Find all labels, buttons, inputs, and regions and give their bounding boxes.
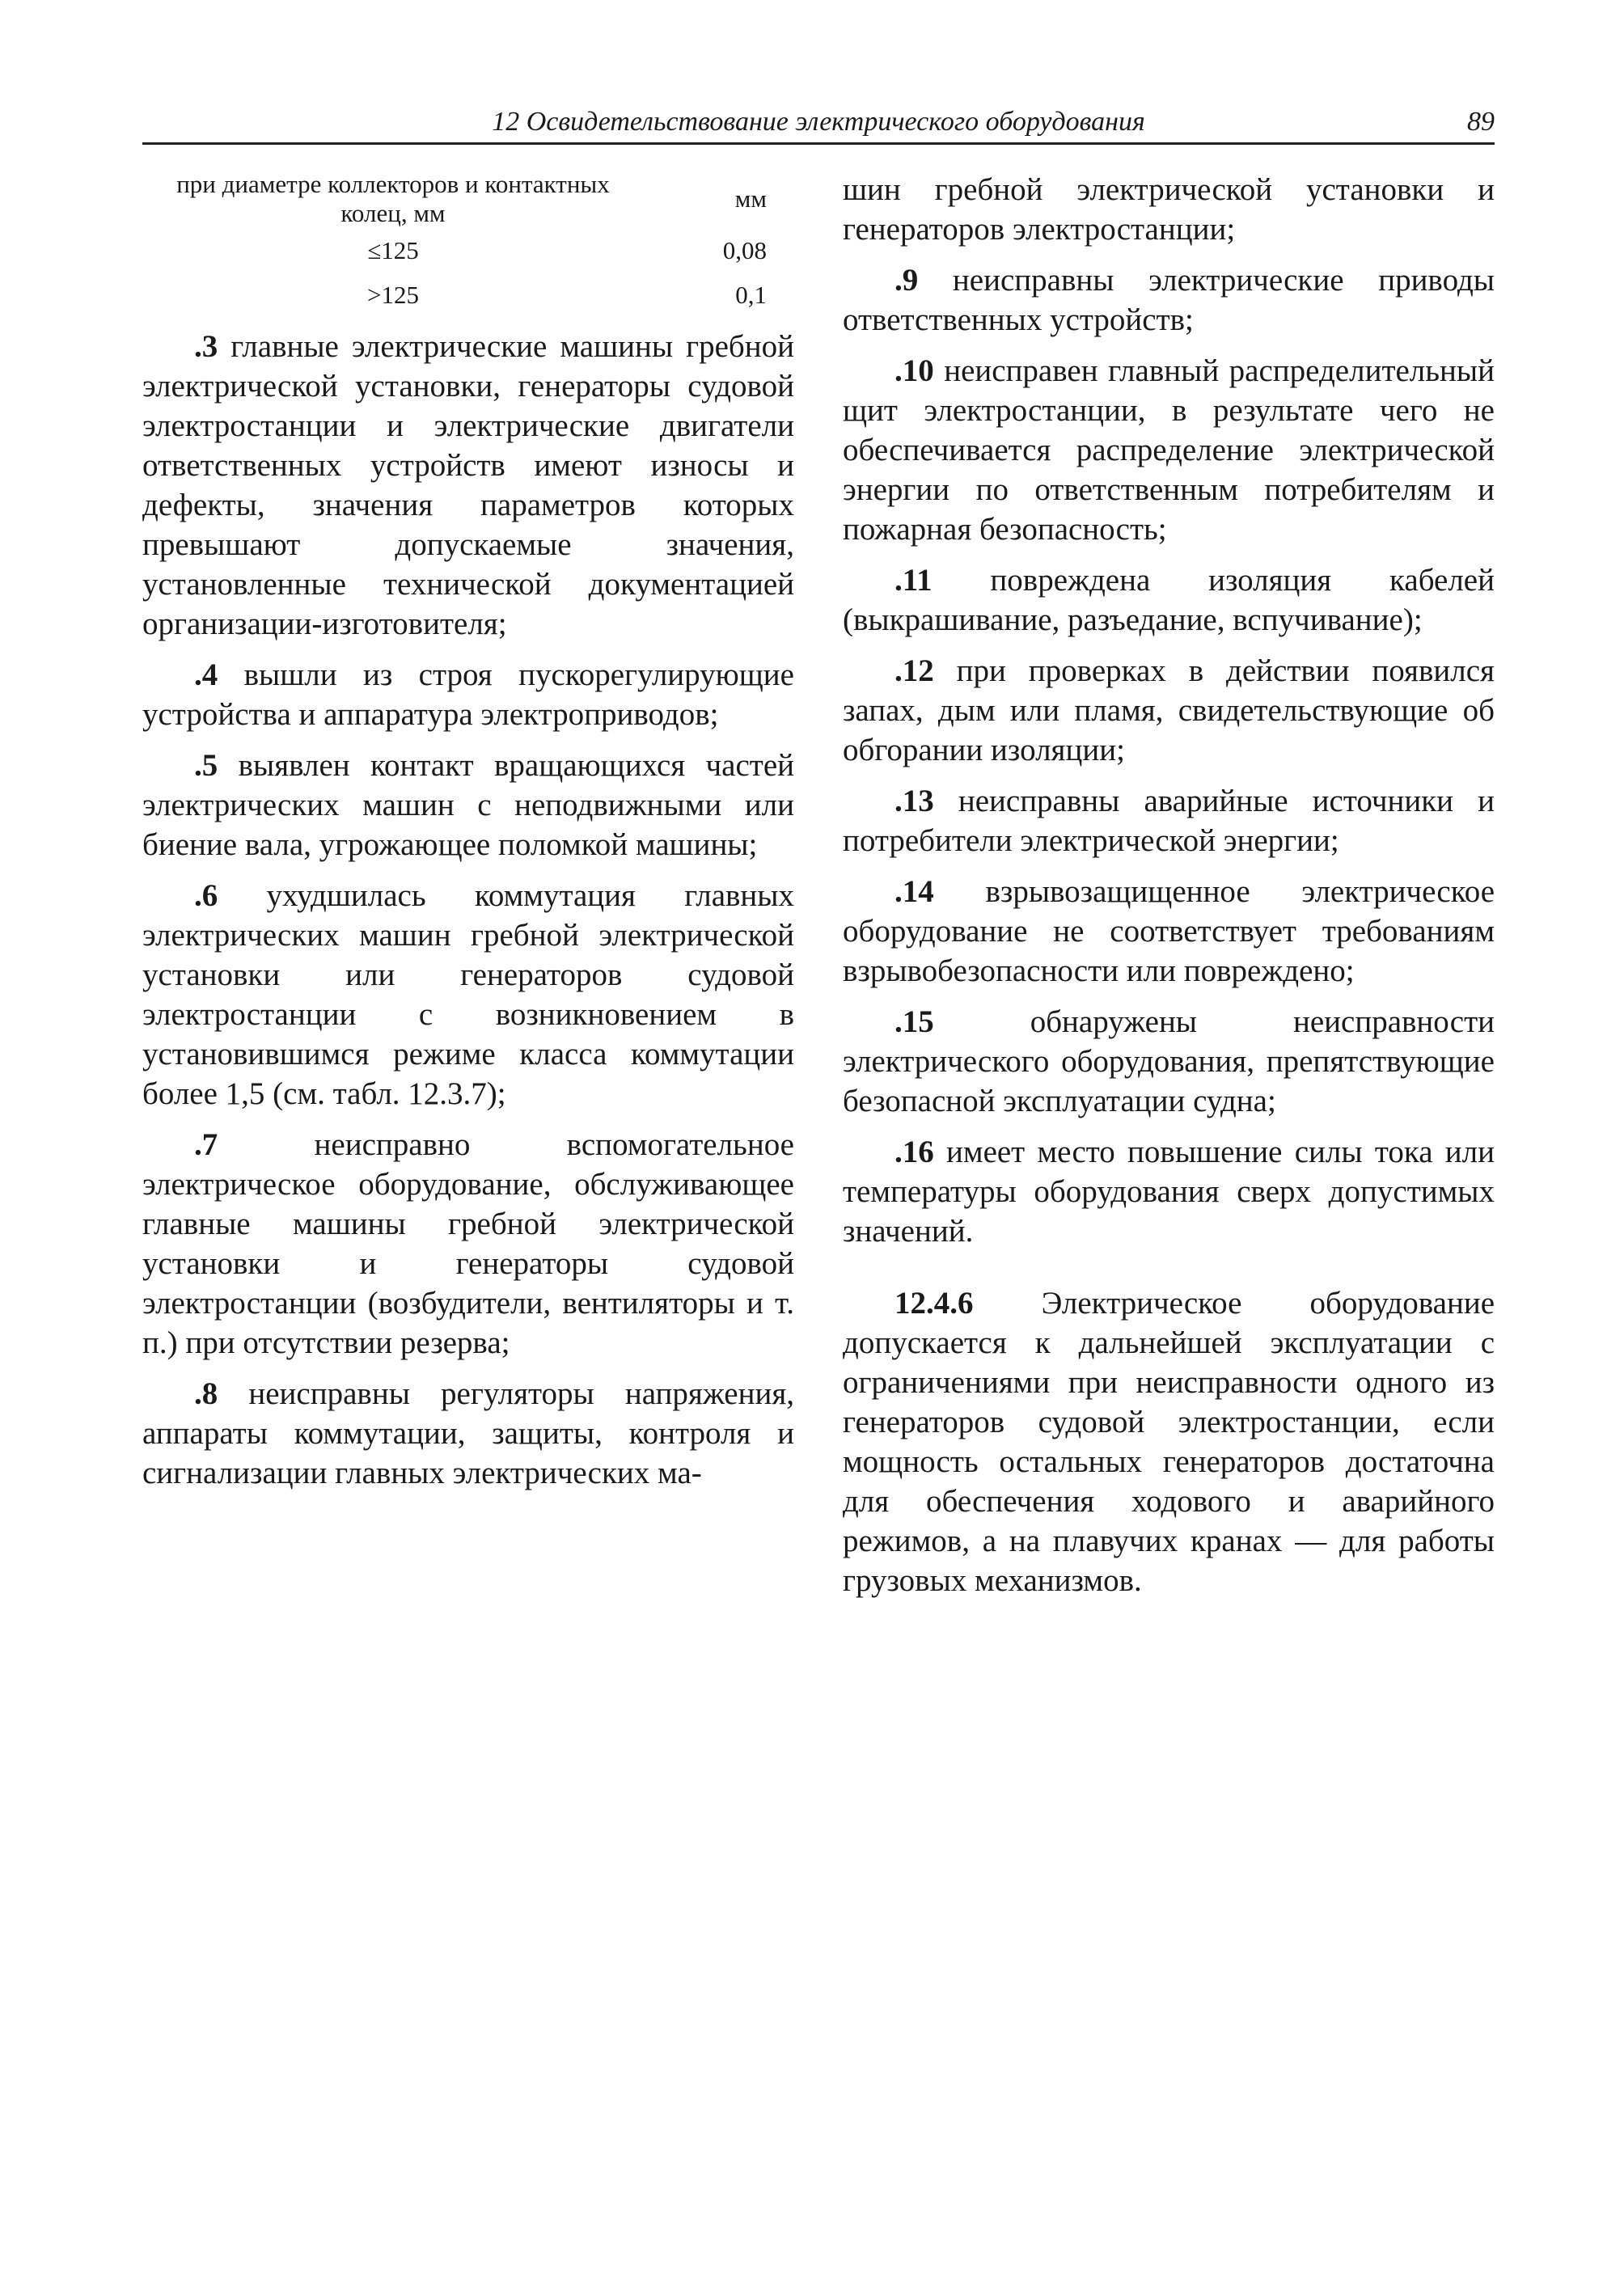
- table-cell-value: 0,08: [722, 235, 767, 264]
- list-item: [142, 1125, 794, 1363]
- list-item: [142, 746, 794, 864]
- item-text: неисправен главный распределительный щит электростанции, в результате чего не обеспечивается распределение электрической энергии по ответственным потребителям и пожарная безопасность;: [843, 353, 1495, 547]
- table-header-unit: мм: [734, 184, 767, 213]
- item-number: .10: [894, 353, 934, 388]
- continuation-text: шин гребной электрической установки и генераторов электростанции;: [843, 172, 1495, 247]
- item-text: неисправны аварийные источники и потребители электрической энергии;: [843, 784, 1495, 858]
- item-number: .3: [194, 329, 218, 364]
- item-number: .8: [194, 1376, 218, 1411]
- running-title: 12 Освидетельствование электрического оборудования: [492, 107, 1145, 137]
- item-number: .9: [894, 263, 919, 298]
- table-header-condition: при диаметре коллекторов и контактных колец, мм: [176, 170, 610, 227]
- section-number: 12.4.6: [894, 1286, 974, 1321]
- item-text: обнаружены неисправности электрического оборудования, препятствующие безопасной эксплуатации судна;: [843, 1004, 1495, 1118]
- section-paragraph: [843, 1283, 1495, 1600]
- section-text: Электрическое оборудование допускается к дальнейшей эксплуатации с ограничениями при неисправности одного из генераторов судовой электростанции, если мощность остальных генераторов достаточна для обеспечения ходового и аварийного режимов, а на плавучих кранах — для работы грузовых механизмов.: [843, 1286, 1495, 1598]
- list-item: [843, 351, 1495, 549]
- item-text: повреждена изоляция кабелей (выкрашивание, разъедание, вспучивание);: [843, 563, 1495, 637]
- list-item: [843, 651, 1495, 770]
- right-column: [843, 170, 1495, 1612]
- table-cell-condition: ≤125: [367, 235, 419, 264]
- list-item: [142, 1374, 794, 1493]
- table-row: [142, 273, 789, 317]
- list-item: [843, 872, 1495, 991]
- list-item: [142, 327, 794, 644]
- item-number: .6: [194, 878, 218, 913]
- list-item: [843, 1002, 1495, 1121]
- item-number: .13: [894, 784, 934, 818]
- item-number: .16: [894, 1135, 934, 1169]
- table-cell-value: 0,1: [735, 280, 767, 309]
- list-item: [843, 260, 1495, 340]
- item-text: ухудшилась коммутация главных электрических машин гребной электрической установки или генераторов судовой электростанции с возникновением в установившимся режиме класса коммутации более 1,5 (см. табл. 12.3.7);: [142, 878, 794, 1111]
- item-number: .15: [894, 1004, 934, 1039]
- item-number: .4: [194, 657, 218, 692]
- item-text: имеет место повышение силы тока или температуры оборудования сверх допустимых значений.: [843, 1135, 1495, 1249]
- item-text: неисправно вспомогательное электрическое оборудование, обслуживающее главные машины гребной электрической установки и генераторы судовой электростанции (возбудители, вентиляторы и т. п.) при отсутствии резерва;: [142, 1127, 794, 1360]
- left-column: [142, 170, 794, 1504]
- page-number: 89: [1467, 107, 1495, 137]
- list-item: [843, 1132, 1495, 1251]
- list-item: [142, 655, 794, 734]
- item-text: взрывозащищенное электрическое оборудование не соответствует требованиям взрывобезопасности или повреждено;: [843, 874, 1495, 988]
- item-text: вышли из строя пускорегулирующие устройства и аппаратура электроприводов;: [142, 657, 794, 732]
- item-text: при проверках в действии появился запах, дым или пламя, свидетельствующие об обгорании изоляции;: [843, 653, 1495, 767]
- list-item: [843, 560, 1495, 640]
- tolerance-table: [142, 170, 789, 317]
- item-text: главные электрические машины гребной электрической установки, генераторы судовой электростанции и электрические двигатели ответственных устройств имеют износы и дефекты, значения параметров которых превышают допускаемые значения, установленные технической документацией организации-изготовителя;: [142, 329, 794, 641]
- item-text: неисправны электрические приводы ответственных устройств;: [843, 263, 1495, 337]
- item-text: выявлен контакт вращающихся частей электрических машин с неподвижными или биение вала, угрожающее поломкой машины;: [142, 748, 794, 862]
- item-number: .12: [894, 653, 934, 688]
- item-number: .7: [194, 1127, 218, 1162]
- list-item: [843, 781, 1495, 860]
- item-number: .11: [894, 563, 933, 598]
- item-number: .5: [194, 748, 218, 783]
- item-number: .14: [894, 874, 934, 909]
- table-cell-condition: >125: [367, 280, 419, 309]
- item-text: неисправны регуляторы напряжения, аппараты коммутации, защиты, контроля и сигнализации главных электрических ма-: [142, 1376, 795, 1490]
- table-row: [142, 228, 789, 273]
- page-header: [142, 102, 1495, 145]
- list-item: [142, 876, 794, 1114]
